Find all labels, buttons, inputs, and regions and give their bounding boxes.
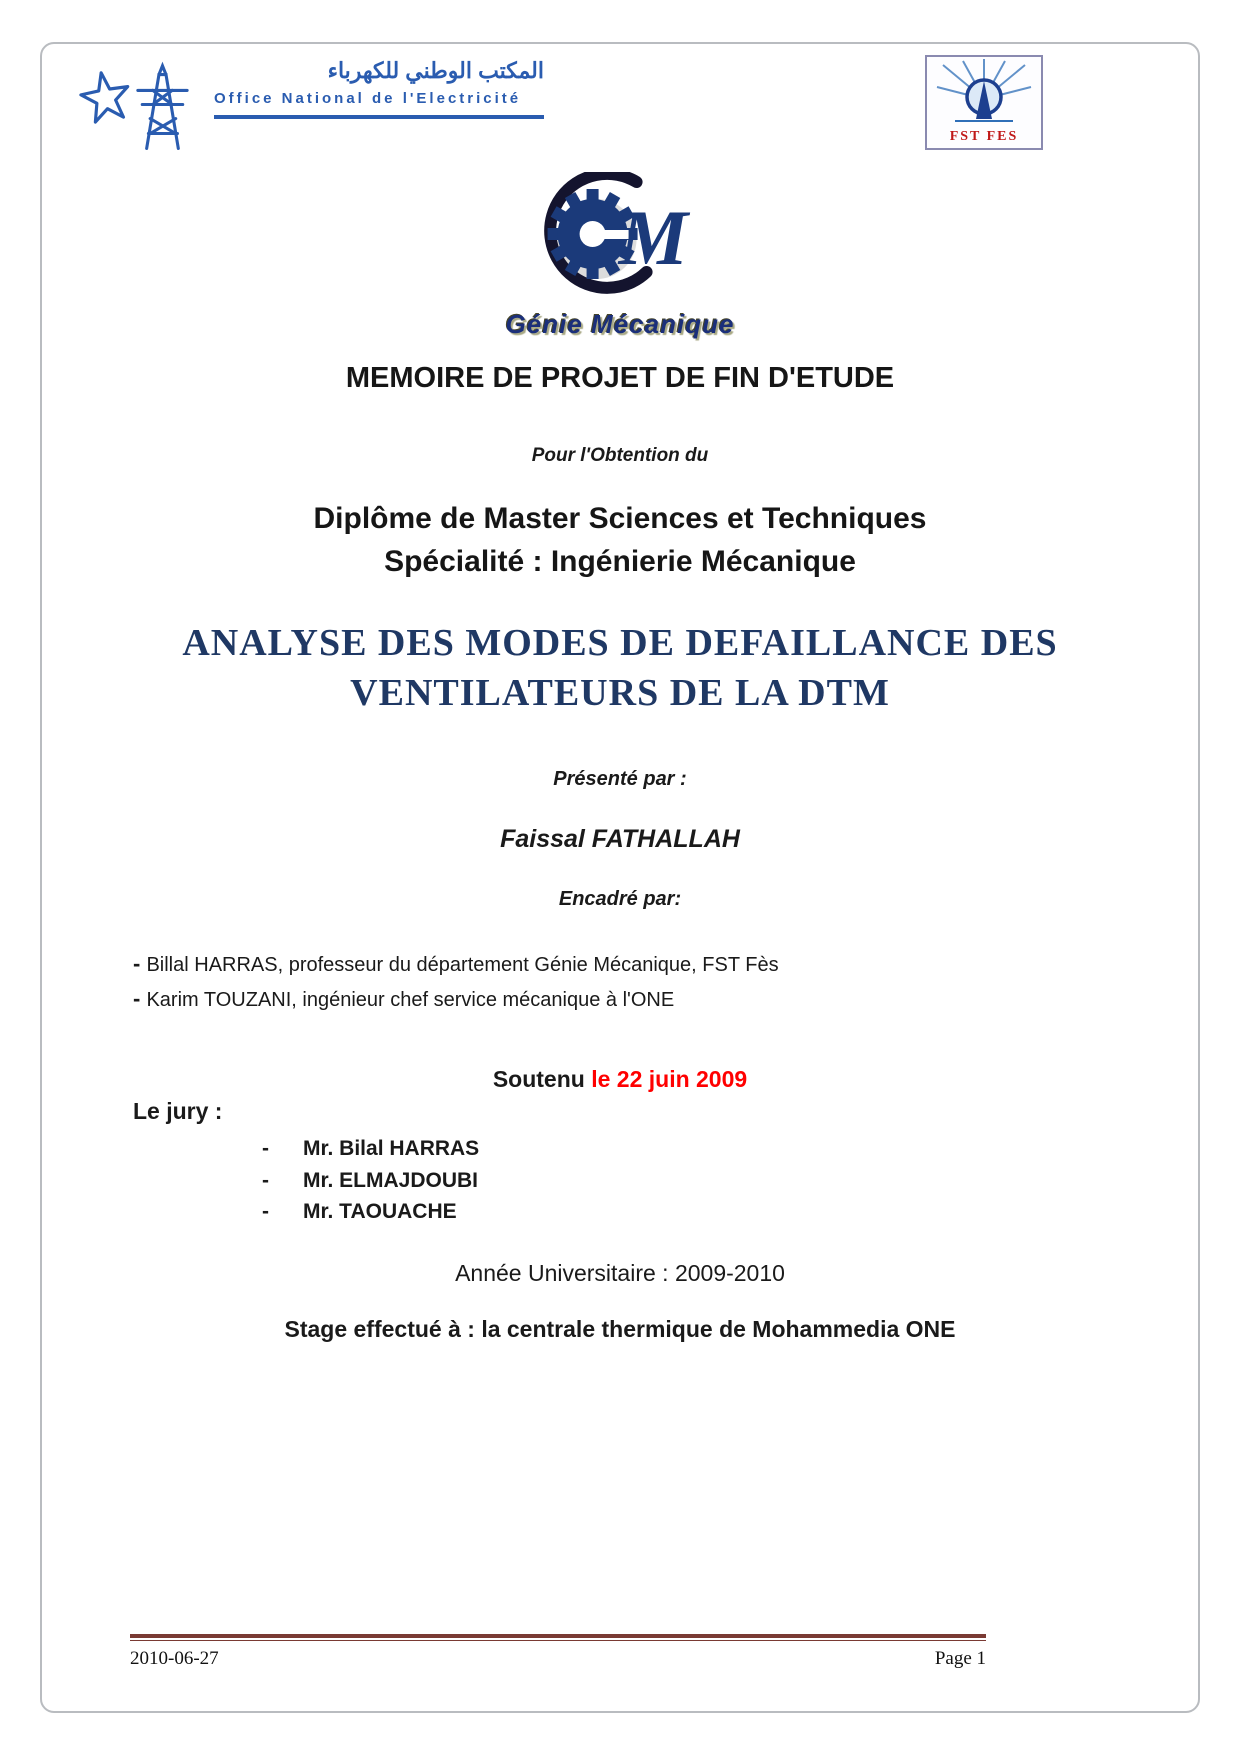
page-footer [130,1634,986,1670]
one-logo [78,58,544,158]
memoire-title: MEMOIRE DE PROJET DE FIN D'ETUDE [345,362,895,394]
gm-caption: Génie Mécanique [505,309,735,339]
internship-line: Stage effectué à : la centrale thermique de Mohammedia ONE [284,1316,956,1342]
jury-member: - Mr. Bilal HARRAS [262,1133,479,1165]
jury-member: - Mr. TAOUACHE [262,1196,479,1228]
jury-list [262,1133,479,1228]
svg-text:M: M [619,194,689,281]
diploma-line2: Spécialité : Ingénierie Mécanique [384,544,856,578]
diploma-title [60,498,1180,583]
author-name: Faissal FATHALLAH [500,825,740,853]
defense-line [60,1066,1180,1093]
pylon-star-icon [78,58,210,158]
jury-label: Le jury : [133,1098,223,1124]
fst-logo [925,55,1043,150]
one-arabic-text: المكتب الوطني للكهرباء [327,58,544,83]
gear-icon [515,172,725,312]
fst-label: FST FES [949,129,1019,144]
footer-date: 2010-06-27 [130,1648,219,1669]
defense-prefix: Soutenu [492,1066,585,1092]
supervisor-item: - Billal HARRAS, professeur du département Génie Mécanique, FST Fès [133,946,779,981]
footer-rule [130,1634,986,1641]
jury-member: - Mr. ELMAJDOUBI [262,1165,479,1197]
thesis-title: ANALYSE DES MODES DE DEFAILLANCE DES VENTILATEURS DE LA DTM [182,622,1058,715]
defense-date: le 22 juin 2009 [591,1066,748,1092]
presented-by-label: Présenté par : [553,768,687,790]
footer-page-number: Page 1 [934,1648,986,1669]
one-logo-text [214,58,544,119]
diploma-line1: Diplôme de Master Sciences et Techniques [313,502,927,535]
obtention-subtitle: Pour l'Obtention du [531,445,709,466]
supervisors-list [133,946,779,1016]
one-caption: Office National de l'Electricité [214,90,522,108]
academic-year: Année Universitaire : 2009-2010 [455,1260,785,1286]
gm-logo [506,172,735,340]
supervised-by-label: Encadré par: [558,888,682,910]
supervisor-item: - Karim TOUZANI, ingénieur chef service mécanique à l'ONE [133,981,779,1016]
